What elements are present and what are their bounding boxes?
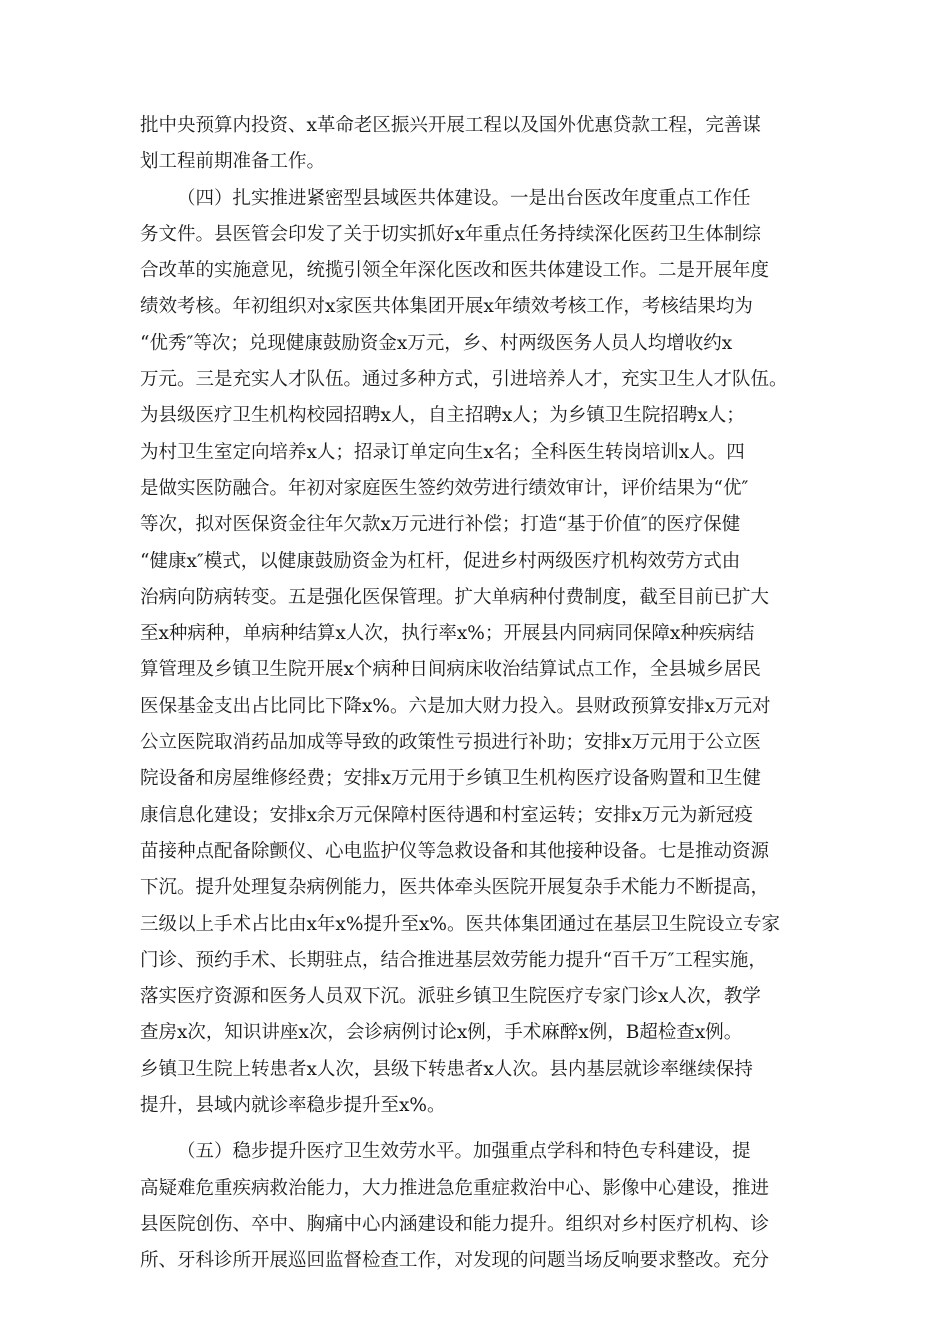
text-line: 三级以上手术占比由x年x%提升至x%。医共体集团通过在基层卫生院设立专家 bbox=[140, 913, 780, 935]
text-line: 算管理及乡镇卫生院开展x个病种日间病床收治结算试点工作，全县城乡居民 bbox=[140, 659, 761, 681]
text-line: 合改革的实施意见，统揽引领全年深化医改和医共体建设工作。二是开展年度 bbox=[140, 260, 770, 282]
text-line: 至x种病种，单病种结算x人次，执行率x%；开展县内同病同保障x种疾病结 bbox=[140, 623, 755, 645]
text-line: 等次，拟对医保资金往年欠款x万元进行补偿；打造“基于价值″的医疗保健 bbox=[140, 514, 741, 536]
text-line: 下沉。提升处理复杂病例能力，医共体牵头医院开展复杂手术能力不断提高， bbox=[140, 877, 770, 899]
text-line: 医保基金支出占比同比下降x%。六是加大财力投入。县财政预算安排x万元对 bbox=[140, 695, 771, 717]
text-line: 高疑难危重疾病救治能力，大力推进急危重症救治中心、影像中心建设，推进 bbox=[140, 1177, 770, 1199]
text-line: 为村卫生室定向培养x人；招录订单定向生x名；全科医生转岗培训x人。四 bbox=[140, 441, 745, 463]
text-line: 院设备和房屋维修经费；安排x万元用于乡镇卫生机构医疗设备购置和卫生健 bbox=[140, 768, 761, 790]
text-line: 康信息化建设；安排x余万元保障村医待遇和村室运转；安排x万元为新冠疫 bbox=[140, 804, 753, 826]
text-line: 所、牙科诊所开展巡回监督检查工作，对发现的问题当场反响要求整改。充分 bbox=[140, 1250, 770, 1272]
text-line: “健康x″模式，以健康鼓励资金为杠杆，促进乡村两级医疗机构效劳方式由 bbox=[140, 550, 741, 572]
text-line: 批中央预算内投资、x革命老区振兴开展工程以及国外优惠贷款工程，完善谋 bbox=[140, 115, 761, 136]
text-line: （四）扎实推进紧密型县域医共体建设。一是出台医改年度重点工作任 bbox=[177, 187, 751, 209]
text-line: 绩效考核。年初组织对x家医共体集团开展x年绩效考核工作，考核结果均为 bbox=[140, 296, 753, 318]
text-line: 门诊、预约手术、长期驻点，结合推进基层效劳能力提升“百千万″工程实施， bbox=[140, 949, 767, 971]
text-line: 公立医院取消药品加成等导致的政策性亏损进行补助；安排x万元用于公立医 bbox=[140, 732, 761, 754]
paragraph-gap bbox=[140, 1124, 820, 1134]
text-line: 提升，县域内就诊率稳步提升至x%。 bbox=[140, 1095, 446, 1117]
text-line: 查房x次，知识讲座x次，会诊病例讨论x例，手术麻醉x例，B超检查x例。 bbox=[140, 1022, 743, 1044]
text-line: “优秀″等次；兑现健康鼓励资金x万元，乡、村两级医务人员人均增收约x bbox=[140, 332, 733, 354]
text-line: （五）稳步提升医疗卫生效劳水平。加强重点学科和特色专科建设，提 bbox=[177, 1141, 751, 1163]
text-line: 划工程前期准备工作。 bbox=[140, 151, 326, 173]
text-line: 为县级医疗卫生机构校园招聘x人，自主招聘x人；为乡镇卫生院招聘x人； bbox=[140, 405, 745, 427]
text-line: 治病向防病转变。五是强化医保管理。扩大单病种付费制度，截至目前已扩大 bbox=[140, 586, 770, 608]
text-line: 落实医疗资源和医务人员双下沉。派驻乡镇卫生院医疗专家门诊x人次，教学 bbox=[140, 986, 761, 1008]
text-line: 万元。三是充实人才队伍。通过多种方式，引进培养人才，充实卫生人才队伍。 bbox=[140, 369, 788, 391]
text-line: 县医院创伤、卒中、胸痛中心内涵建设和能力提升。组织对乡村医疗机构、诊 bbox=[140, 1213, 770, 1235]
text-line: 是做实医防融合。年初对家庭医生签约效劳进行绩效审计，评价结果为“优″ bbox=[140, 477, 749, 499]
text-line: 务文件。县医管会印发了关于切实抓好x年重点任务持续深化医药卫生体制综 bbox=[140, 223, 761, 245]
document-body bbox=[140, 108, 820, 1280]
text-line: 苗接种点配备除颤仪、心电监护仪等急救设备和其他接种设备。七是推动资源 bbox=[140, 840, 770, 862]
text-line: 乡镇卫生院上转患者x人次，县级下转患者x人次。县内基层就诊率继续保持 bbox=[140, 1058, 753, 1080]
